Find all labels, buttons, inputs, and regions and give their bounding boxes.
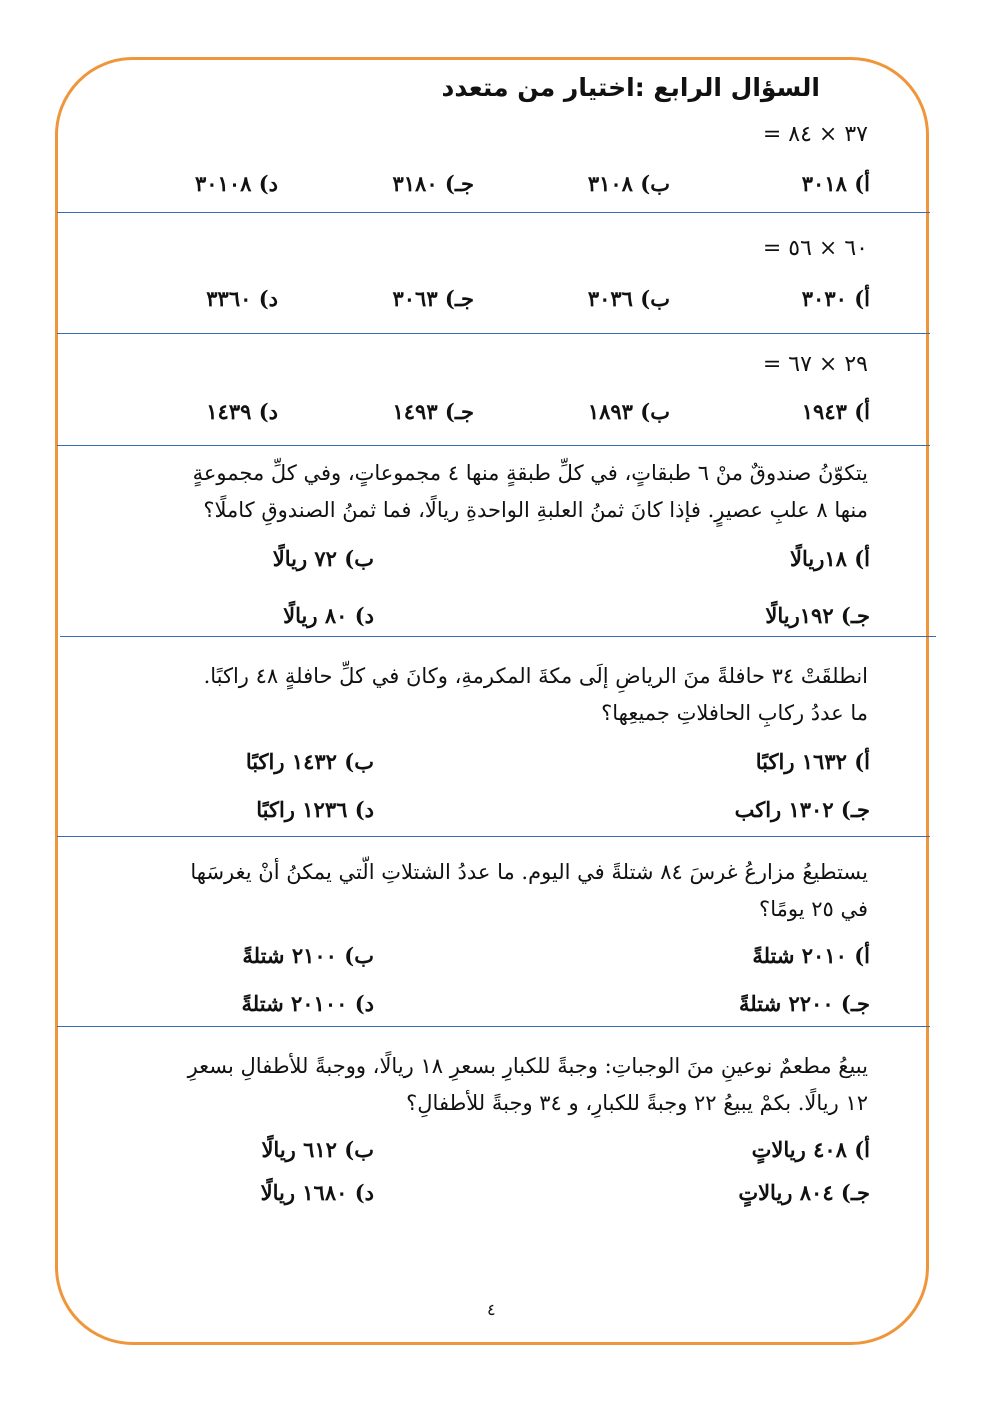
divider-5	[57, 836, 930, 837]
q5-text-line-2: ما عددُ ركابِ الحافلاتِ جميعِها؟	[601, 701, 868, 725]
q7-text-line-1: يبيعُ مطعمٌ نوعينِ منَ الوجباتِ: وجبةً للكبارِ بسعرِ ١٨ ريالًا، ووجبةً للأطفالِ بسعرِ	[187, 1054, 868, 1078]
q7-option-d[interactable]: د) ١٦٨٠ ريالًا	[260, 1180, 374, 1205]
q5-text-line-1: انطلقَتْ ٣٤ حافلةً منَ الرياضِ إلَى مكةَ المكرمةِ، وكانَ في كلِّ حافلةٍ ٤٨ راكبًا.	[203, 664, 868, 688]
q7-options-row-1	[120, 1137, 870, 1167]
q6-option-d[interactable]: د) ٢٠١٠٠ شتلةً	[241, 991, 374, 1016]
q4-text-line-1: يتكوّنُ صندوقٌ منْ ٦ طبقاتٍ، في كلِّ طبقةٍ منها ٤ مجموعاتٍ، وفي كلِّ مجموعةٍ	[192, 461, 868, 485]
q7-text-line-2: ١٢ ريالًا. بكمْ يبيعُ ٢٢ وجبةً للكبارِ، و ٣٤ وجبةً للأطفالِ؟	[406, 1091, 868, 1115]
q4-text-line-2: منها ٨ علبِ عصيرٍ. فإذا كانَ ثمنُ العلبةِ الواحدةِ ريالًا، فما ثمنُ الصندوقِ كاملًا؟	[203, 498, 868, 522]
q2-option-c[interactable]: جـ) ٣٠٦٣	[392, 286, 474, 311]
q3-option-a[interactable]: أ) ١٩٤٣	[801, 399, 870, 424]
q4-option-d[interactable]: د) ٨٠ ريالًا	[283, 603, 374, 628]
q6-option-b[interactable]: ب) ٢١٠٠ شتلةً	[242, 943, 374, 968]
q6-option-a[interactable]: أ) ٢٠١٠ شتلةً	[752, 943, 870, 968]
q6-option-c[interactable]: جـ) ٢٢٠٠ شتلةً	[739, 991, 870, 1016]
q6-options-row-2	[120, 991, 870, 1021]
q3-option-b[interactable]: ب) ١٨٩٣	[587, 399, 670, 424]
q5-option-b[interactable]: ب) ١٤٣٢ راكبًا	[245, 749, 374, 774]
q6-text-line-1: يستطيعُ مزارعُ غرسَ ٨٤ شتلةً في اليوم. ما عددُ الشتلاتِ الّتي يمكنُ أنْ يغرسَها	[190, 860, 868, 884]
q7-option-c[interactable]: جـ) ٨٠٤ ريالاتٍ	[738, 1180, 870, 1205]
page-number: ٤	[487, 1300, 496, 1319]
q1-option-b[interactable]: ب) ٣١٠٨	[587, 171, 670, 196]
divider-4	[60, 636, 936, 637]
q5-options-row-1	[120, 749, 870, 779]
q7-option-a[interactable]: أ) ٤٠٨ ريالاتٍ	[751, 1137, 870, 1162]
q1-options	[120, 171, 870, 201]
divider-2	[57, 333, 930, 334]
q7-options-row-2	[120, 1180, 870, 1210]
q5-option-a[interactable]: أ) ١٦٣٢ راكبًا	[755, 749, 870, 774]
q2-option-a[interactable]: أ) ٣٠٣٠	[801, 286, 870, 311]
q1-equation: ٣٧ × ٨٤ =	[762, 122, 868, 147]
q3-option-c[interactable]: جـ) ١٤٩٣	[392, 399, 474, 424]
q5-option-d[interactable]: د) ١٢٣٦ راكبًا	[256, 797, 374, 822]
q3-equation: ٢٩ × ٦٧ =	[762, 352, 868, 377]
q7-option-b[interactable]: ب) ٦١٢ ريالًا	[261, 1137, 374, 1162]
q4-options-row-1	[120, 546, 870, 576]
q1-option-a[interactable]: أ) ٣٠١٨	[801, 171, 870, 196]
q5-option-c[interactable]: جـ) ١٣٠٢ راكب	[734, 797, 870, 822]
divider-1	[57, 212, 930, 213]
q6-text-line-2: في ٢٥ يومًا؟	[759, 897, 868, 921]
q4-option-b[interactable]: ب) ٧٢ ريالًا	[272, 546, 374, 571]
q1-option-d[interactable]: د) ٣٠١٠٨	[194, 171, 278, 196]
q4-option-a[interactable]: أ) ١٨ريالًا	[789, 546, 870, 571]
q4-options-row-2	[120, 603, 870, 633]
q6-options-row-1	[120, 943, 870, 973]
q2-option-b[interactable]: ب) ٣٠٣٦	[587, 286, 670, 311]
divider-3	[57, 445, 930, 446]
q2-equation: ٦٠ × ٥٦ =	[762, 236, 868, 261]
q3-options	[120, 399, 870, 429]
section-title: السؤال الرابع :اختيار من متعدد	[441, 73, 820, 102]
q4-option-c[interactable]: جـ) ١٩٢ريالًا	[765, 603, 870, 628]
divider-6	[57, 1026, 930, 1027]
q2-option-d[interactable]: د) ٣٣٦٠	[206, 286, 278, 311]
q2-options	[120, 286, 870, 316]
q3-option-d[interactable]: د) ١٤٣٩	[206, 399, 278, 424]
q5-options-row-2	[120, 797, 870, 827]
q1-option-c[interactable]: جـ) ٣١٨٠	[392, 171, 474, 196]
